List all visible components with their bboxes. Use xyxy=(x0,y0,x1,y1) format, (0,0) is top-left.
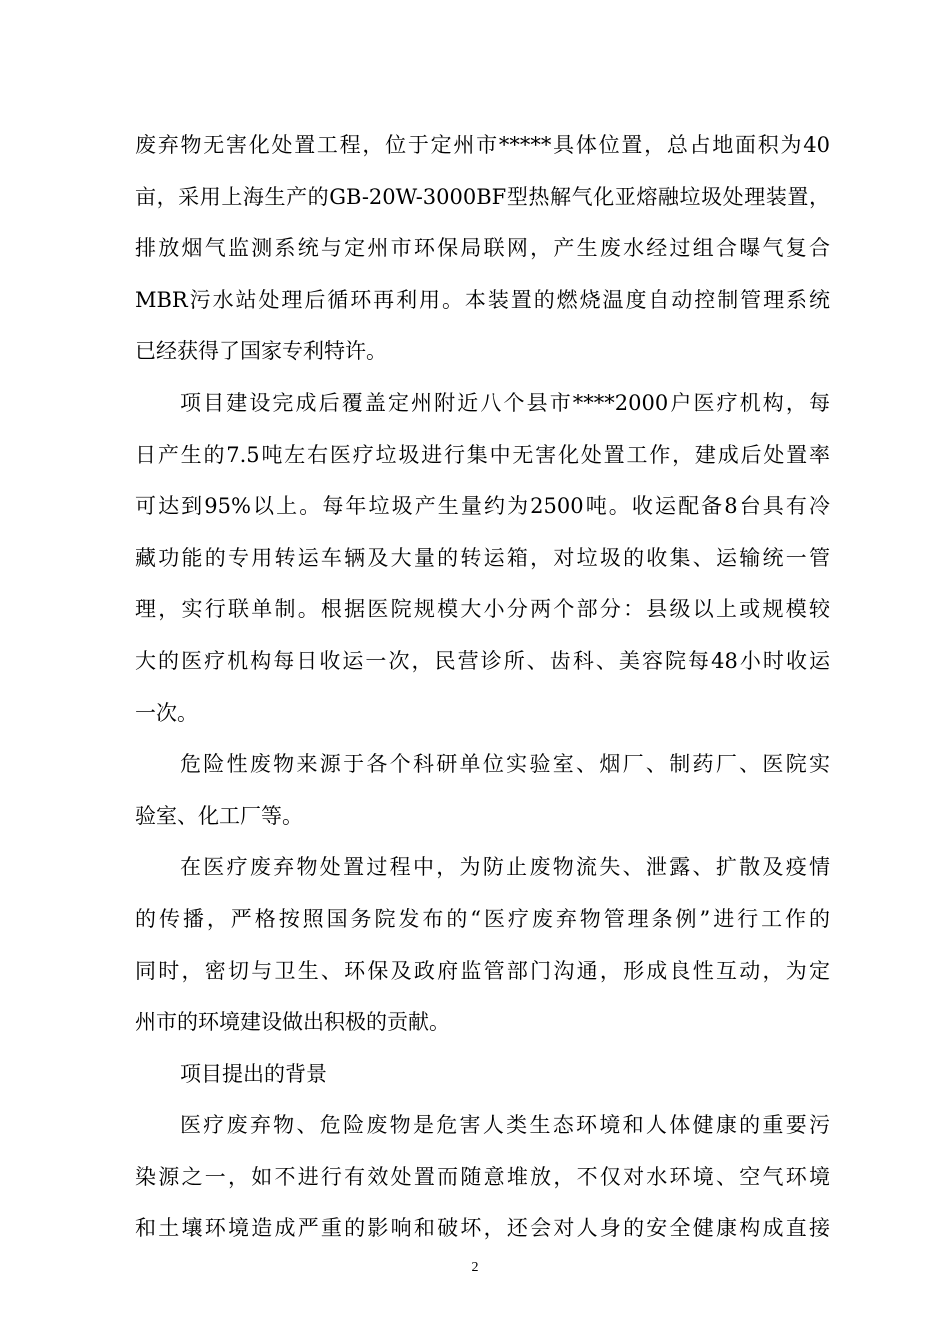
paragraph xyxy=(135,842,830,1048)
text-line: 和土壤环境造成严重的影响和破坏，还会对人身的安全健康构成直接 xyxy=(135,1216,830,1241)
text-line: 排放烟气监测系统与定州市环保局联网，产生废水经过组合曝气复合 xyxy=(135,236,830,261)
text-line: 一次。 xyxy=(135,700,198,725)
body-text xyxy=(135,120,830,1255)
text-line: 的传播，严格按照国务院发布的“医疗废弃物管理条例”进行工作的 xyxy=(135,906,830,931)
text-line: 可达到95%以上。每年垃圾产生量约为2500吨。收运配备8台具有冷 xyxy=(135,494,830,519)
section-heading xyxy=(135,1049,830,1101)
text-line: 大的医疗机构每日收运一次，民营诊所、齿科、美容院每48小时收运 xyxy=(135,648,830,673)
text-line: 藏功能的专用转运车辆及大量的转运箱，对垃圾的收集、运输统一管 xyxy=(135,545,830,570)
page-number: 2 xyxy=(471,1260,479,1275)
paragraph xyxy=(135,739,830,842)
text-line: 废弃物无害化处置工程，位于定州市*****具体位置，总占地面积为40 xyxy=(135,133,830,157)
text-line: MBR污水站处理后循环再利用。本装置的燃烧温度自动控制管理系统 xyxy=(135,287,830,312)
text-line: 验室、化工厂等。 xyxy=(135,803,303,828)
text-line: 在医疗废弃物处置过程中，为防止废物流失、泄露、扩散及疫情 xyxy=(180,855,830,880)
text-line: 日产生的7.5吨左右医疗垃圾进行集中无害化处置工作，建成后处置率 xyxy=(135,442,830,467)
text-line: 项目建设完成后覆盖定州附近八个县市****2000户医疗机构，每 xyxy=(180,390,830,415)
text-line: 同时，密切与卫生、环保及政府监管部门沟通，形成良性互动，为定 xyxy=(135,958,830,983)
paragraph xyxy=(135,120,830,378)
text-line: 理，实行联单制。根据医院规模大小分两个部分：县级以上或规模较 xyxy=(135,597,830,622)
text-line: 已经获得了国家专利特许。 xyxy=(135,339,387,364)
heading-text: 项目提出的背景 xyxy=(180,1061,327,1086)
text-line: 亩，采用上海生产的GB-20W-3000BF型热解气化亚熔融垃圾处理装置， xyxy=(135,184,830,209)
text-line: 染源之一，如不进行有效处置而随意堆放，不仅对水环境、空气环境 xyxy=(135,1164,830,1189)
paragraph xyxy=(135,378,830,739)
text-line: 州市的环境建设做出积极的贡献。 xyxy=(135,1010,450,1035)
text-line: 医疗废弃物、危险废物是危害人类生态环境和人体健康的重要污 xyxy=(180,1113,830,1138)
text-line: 危险性废物来源于各个科研单位实验室、烟厂、制药厂、医院实 xyxy=(180,752,830,777)
paragraph xyxy=(135,1100,830,1255)
